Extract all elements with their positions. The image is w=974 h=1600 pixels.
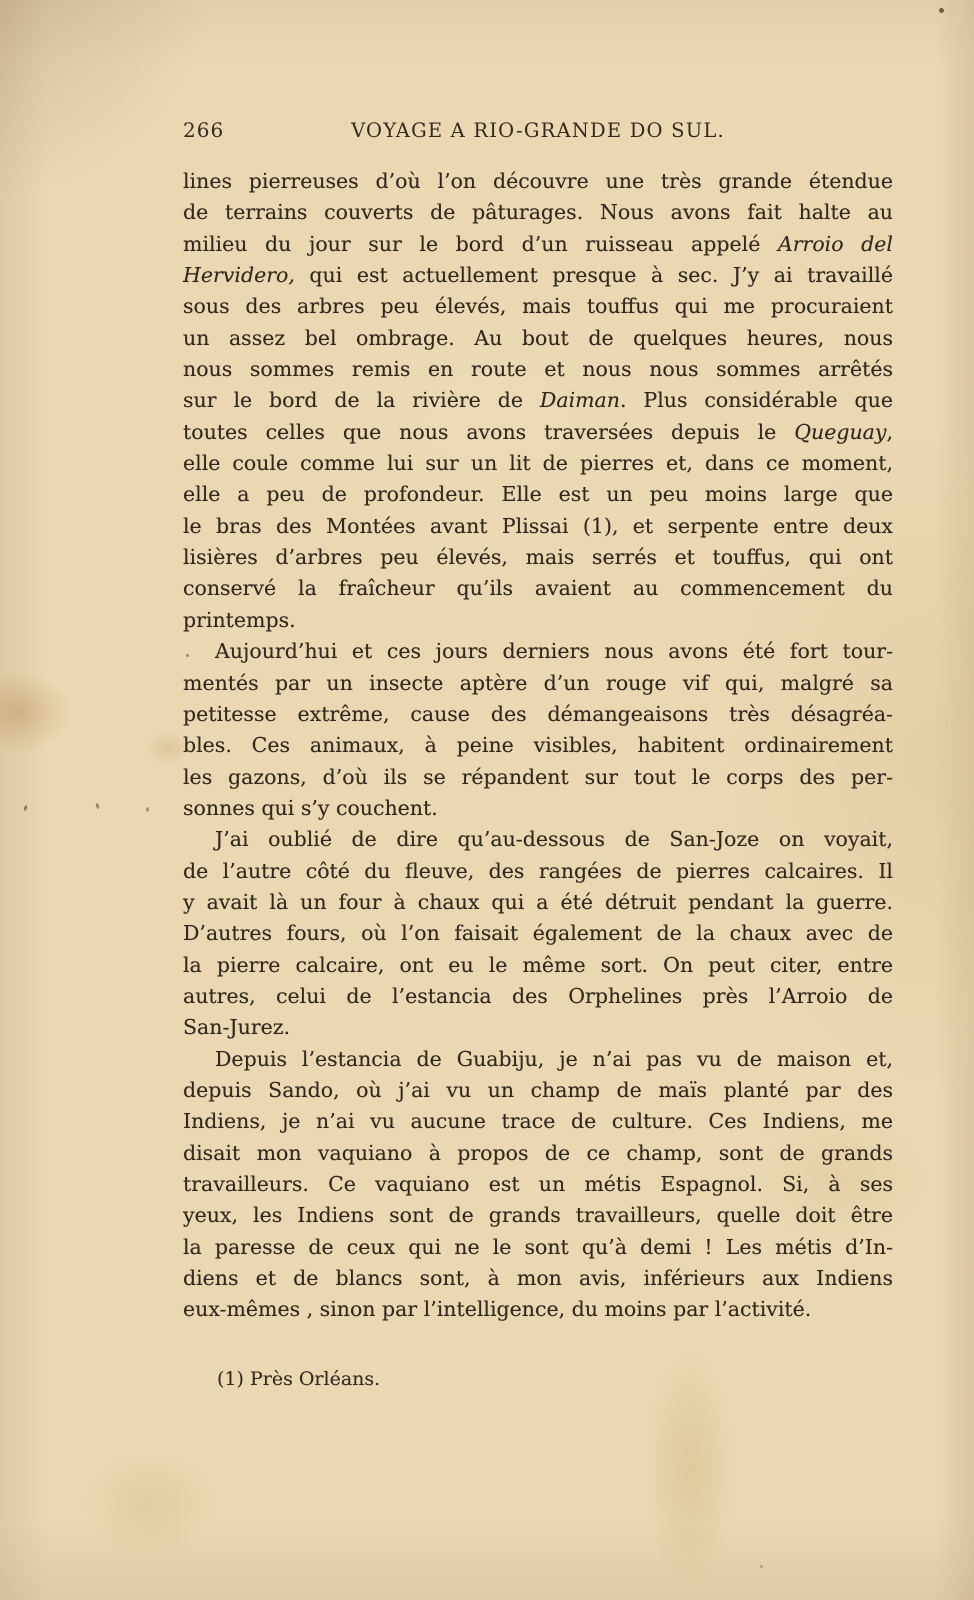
text-line: nous sommes remis en route et nous nous sommes arrêtés	[183, 357, 893, 382]
text-line: de l’autre côté du fleuve, des rangées de pierres calcaires. Il	[183, 858, 893, 883]
text-line: Indiens, je n’ai vu aucune trace de culture. Ces Indiens, me	[183, 1109, 893, 1134]
text-line: de terrains couverts de pâturages. Nous avons fait halte au	[183, 200, 893, 225]
text-line: lisières d’arbres peu élevés, mais serrés et touffus, qui ont	[183, 545, 893, 570]
text-line: travailleurs. Ce vaquiano est un métis Espagnol. Si, à ses	[183, 1172, 893, 1196]
text-line: le bras des Montées avant Plissai (1), et serpente entre deux	[183, 513, 893, 538]
paper-speck	[23, 805, 28, 812]
paper-speck	[146, 807, 149, 812]
text-line: yeux, les Indiens sont de grands travailleurs, quelle doit être	[183, 1203, 893, 1228]
text-line: elle coule comme lui sur un lit de pierres et, dans ce moment,	[183, 451, 893, 476]
running-title: VOYAGE A RIO-GRANDE DO SUL.	[351, 119, 725, 142]
body-text	[183, 166, 893, 1326]
text-line: les gazons, d’où ils se répandent sur tout le corps des per-	[183, 764, 893, 789]
text-line: eux-mêmes , sinon par l’intelligence, du moins par l’activité.	[183, 1297, 812, 1322]
text-line: printemps.	[183, 607, 296, 632]
text-line: conservé la fraîcheur qu’ils avaient au commencement du	[183, 576, 893, 601]
text-line: Depuis l’estancia de Guabiju, je n’ai pas vu de maison et,	[215, 1046, 893, 1071]
text-line: San-Jurez.	[183, 1015, 291, 1040]
text-line: sous des arbres peu élevés, mais touffus qui me procuraient	[183, 294, 893, 319]
text-line: diens et de blancs sont, à mon avis, inférieurs aux Indiens	[183, 1266, 893, 1291]
text-line: disait mon vaquiano à propos de ce champ, sont de grands	[183, 1140, 893, 1165]
text-line: bles. Ces animaux, à peine visibles, habitent ordinairement	[183, 733, 893, 758]
text-line: Aujourd’hui et ces jours derniers nous avons été fort tour-	[215, 639, 893, 664]
text-line: petitesse extrême, cause des démangeaisons très désagréa-	[183, 701, 893, 726]
paper-speck	[95, 803, 99, 810]
text-line: toutes celles que nous avons traversées depuis le Queguay,	[183, 419, 893, 444]
paper-speck	[760, 1565, 763, 1568]
page-header	[183, 118, 893, 144]
text-line: y avait là un four à chaux qui a été détruit pendant la guerre.	[183, 889, 893, 914]
text-line: sur le bord de la rivière de Daiman. Plus considérable que	[183, 388, 893, 413]
text-line: D’autres fours, où l’on faisait également de la chaux avec de	[183, 921, 893, 946]
text-line: la pierre calcaire, ont eu le même sort. On peut citer, entre	[183, 952, 893, 977]
text-line: elle a peu de profondeur. Elle est un peu moins large que	[183, 482, 893, 507]
text-line: Hervidero, qui est actuellement presque à sec. J’y ai travaillé	[183, 263, 893, 288]
page-number: 266	[183, 118, 225, 142]
text-line: mentés par un insecte aptère d’un rouge vif qui, malgré sa	[183, 670, 893, 695]
text-line: autres, celui de l’estancia des Orphelines près l’Arroio de	[183, 983, 893, 1008]
paper-speck	[186, 654, 189, 657]
text-line: lines pierreuses d’où l’on découvre une très grande étendue	[183, 169, 893, 193]
text-line: un assez bel ombrage. Au bout de quelques heures, nous	[183, 325, 893, 350]
text-line: sonnes qui s’y couchent.	[183, 795, 438, 820]
text-line: milieu du jour sur le bord d’un ruisseau appelé Arroio del	[183, 231, 893, 256]
text-line: la paresse de ceux qui ne le sont qu’à demi ! Les métis d’In-	[183, 1234, 893, 1259]
paper-speck	[939, 8, 944, 13]
text-line: depuis Sando, où j’ai vu un champ de maïs planté par des	[183, 1077, 893, 1102]
text-line: J’ai oublié de dire qu’au-dessous de San-Joze on voyait,	[215, 827, 893, 852]
footnote: (1) Près Orléans.	[217, 1368, 381, 1390]
